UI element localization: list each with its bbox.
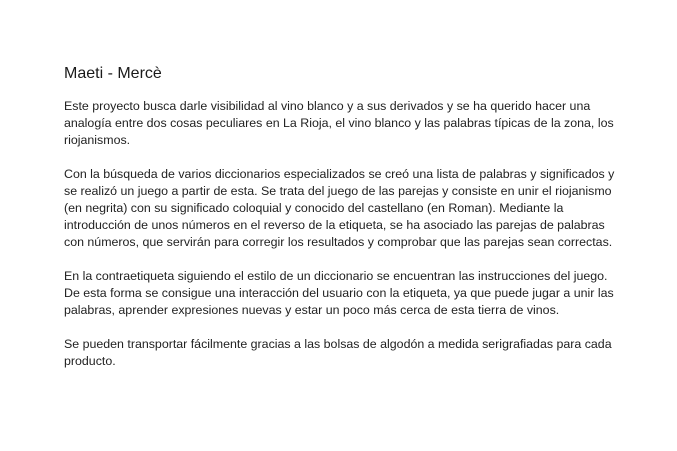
paragraph-bags: Se pueden transportar fácilmente gracias a las bolsas de algodón a medida serigrafiadas para cada producto. (64, 337, 612, 368)
paragraph-game: Con la búsqueda de varios diccionarios especializados se creó una lista de palabras y significados y se realizó un juego a partir de esta. Se trata del juego de las parejas y consiste en unir el riojanismo (en negrita) con su significado coloquial y conocido del castellano (en Roman). Mediante la introducción de unos números en el reverso de la etiqueta, se ha asociado las parejas de palabras con números, que servirán para corregir los resultados y comprobar que las parejas sean correctas. (64, 167, 615, 249)
document-title: Maeti - Mercè (64, 65, 162, 82)
paragraph-intro: Este proyecto busca darle visibilidad al vino blanco y a sus derivados y se ha querido hacer una analogía entre dos cosas peculiares en La Rioja, el vino blanco y las palabras típicas de la zona, los riojanismos. (64, 99, 614, 147)
document-page (64, 64, 624, 387)
paragraph-back-label: En la contraetiqueta siguiendo el estilo de un diccionario se encuentran las instrucciones del juego. De esta forma se consigue una interacción del usuario con la etiqueta, ya que puede jugar a unir las palabras, aprender expresiones nuevas y estar un poco más cerca de esta tierra de vinos. (64, 269, 614, 317)
